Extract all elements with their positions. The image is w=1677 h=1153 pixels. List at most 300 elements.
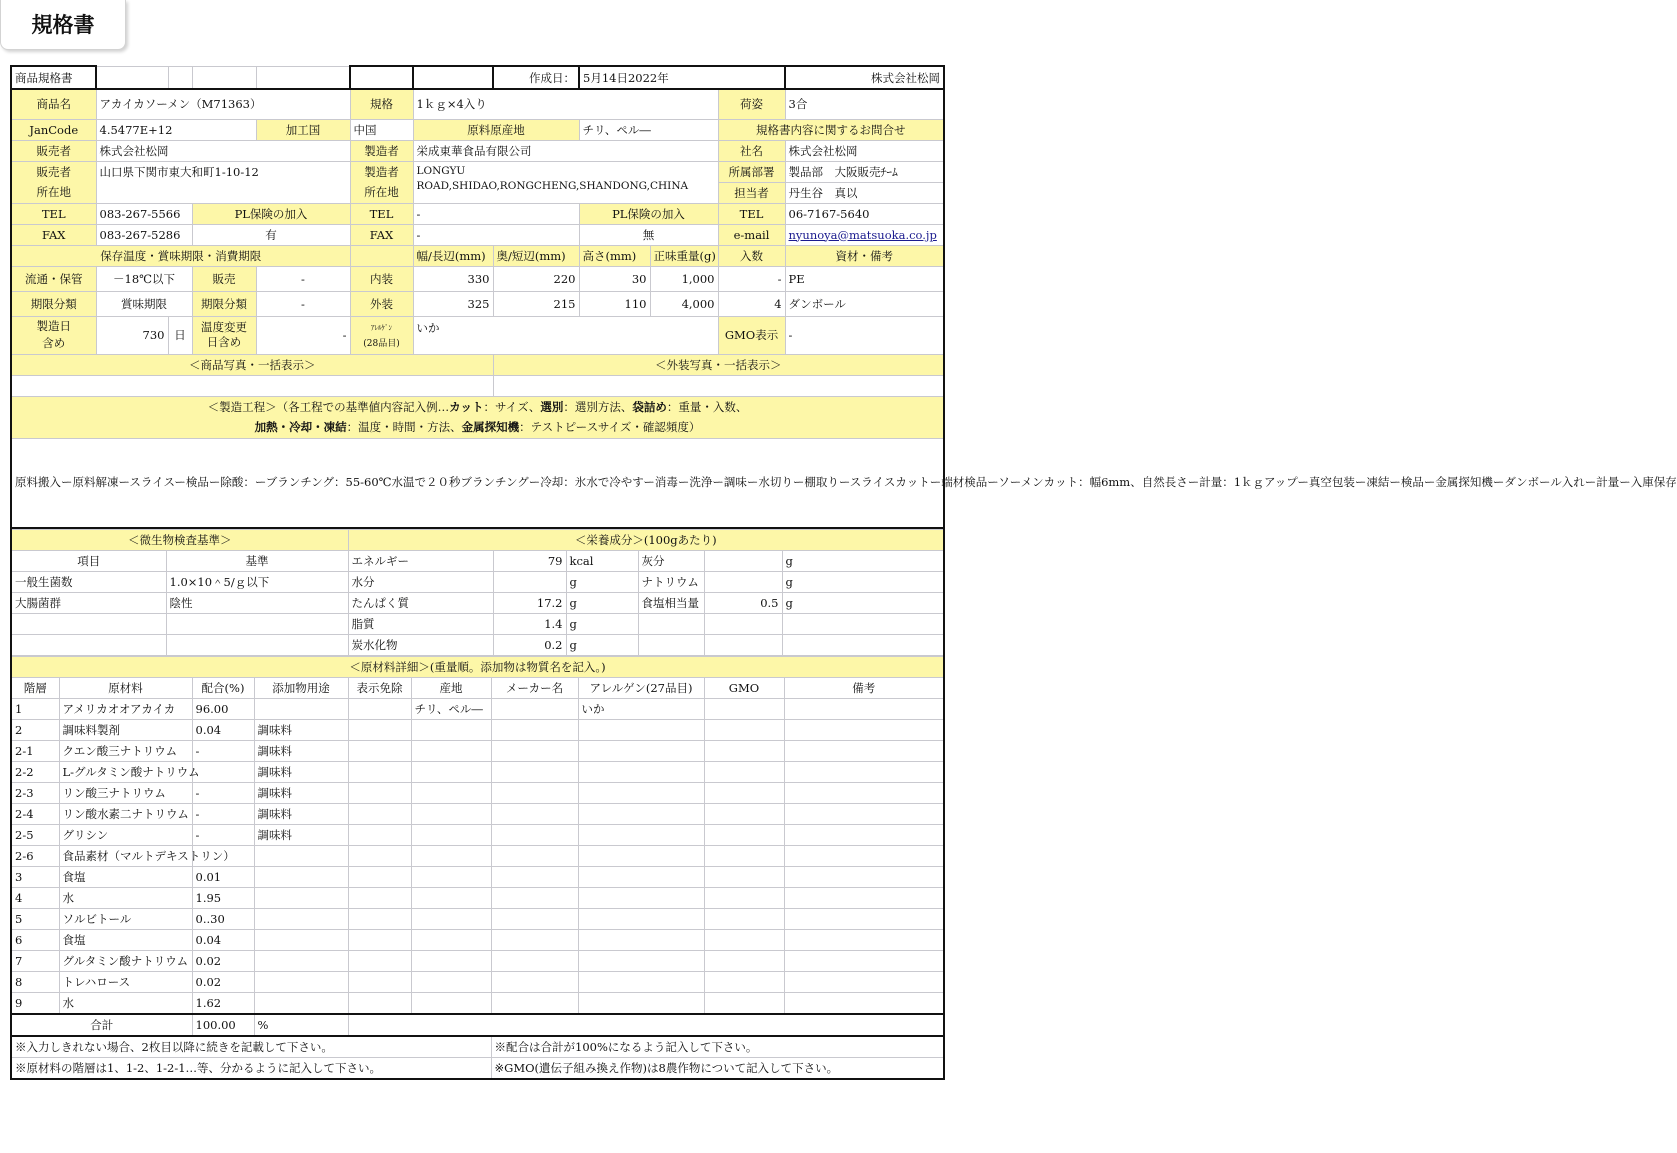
distribution-label: 流通・保管 <box>11 266 96 291</box>
contact-person-label: 担当者 <box>718 182 785 203</box>
outer-height[interactable]: 110 <box>579 291 650 316</box>
ing-origin[interactable] <box>411 825 491 846</box>
ing-maker[interactable] <box>491 741 578 762</box>
ing-origin[interactable] <box>411 930 491 951</box>
ingredient-row <box>11 888 944 909</box>
maker-address-label: 製造者 所在地 <box>350 161 413 203</box>
ing-gmo[interactable] <box>704 930 784 951</box>
ingredients-table <box>10 656 945 1080</box>
ing-additive-use[interactable] <box>254 993 348 1015</box>
ing-ratio[interactable]: - <box>192 804 254 825</box>
ing-maker[interactable] <box>491 951 578 972</box>
ing-note[interactable] <box>784 825 944 846</box>
ing-note[interactable] <box>784 783 944 804</box>
ing-gmo[interactable] <box>704 846 784 867</box>
ing-origin[interactable] <box>411 909 491 930</box>
micro-item[interactable] <box>11 614 166 635</box>
contact-email-label: e-mail <box>718 224 785 245</box>
nutrition-empty[interactable] <box>638 614 704 635</box>
period-value[interactable]: 賞味期限 <box>96 291 192 316</box>
ing-maker[interactable] <box>491 699 578 720</box>
ing-ratio[interactable]: - <box>192 825 254 846</box>
ingredient-row <box>11 783 944 804</box>
maker-pl-label: PL保険の加入 <box>579 203 718 224</box>
inner-count[interactable]: - <box>718 266 785 291</box>
maker-address[interactable]: LONGYU ROAD,SHIDAO,RONGCHENG,SHANDONG,CHINA <box>413 161 718 203</box>
ing-ratio[interactable]: 0.04 <box>192 930 254 951</box>
ing-col-additive: 添加物用途 <box>254 678 348 699</box>
ing-note[interactable] <box>784 972 944 993</box>
ing-level[interactable]: 1 <box>11 699 59 720</box>
nutrition-empty[interactable] <box>638 635 704 656</box>
ing-allergen[interactable] <box>578 993 704 1015</box>
ingredient-row <box>11 720 944 741</box>
ing-exempt[interactable] <box>348 699 411 720</box>
product-name-value[interactable]: アカイカソーメン（M71363） <box>96 89 350 119</box>
ing-additive-use[interactable]: 調味料 <box>254 720 348 741</box>
process-text[interactable]: 原料搬入ー原料解凍ースライスー検品ー除酸：ーブランチング：55-60℃水温で２０秒ブランチングー冷却：氷水で冷やすー消毒ー洗浄ー調味ー水切りー棚取りースライスカットー端材検品ーソーメンカット：幅6mm、自然長さー計量：1ｋｇアップー真空包装ー凍結ー検品ー金属探知機ーダンボール入れー計量ー入庫保存 <box>11 438 944 528</box>
micro-standard[interactable]: 1.0×10＾5/ｇ以下 <box>166 572 348 593</box>
micro-item[interactable] <box>11 635 166 656</box>
ing-additive-use[interactable]: 調味料 <box>254 762 348 783</box>
sodium-unit: g <box>782 572 944 593</box>
ing-ratio[interactable]: 96.00 <box>192 699 254 720</box>
ing-note[interactable] <box>784 993 944 1015</box>
ing-origin[interactable] <box>411 783 491 804</box>
ing-col-origin: 産地 <box>411 678 491 699</box>
ing-origin[interactable] <box>411 720 491 741</box>
ing-material[interactable]: グルタミン酸ナトリウム <box>59 951 192 972</box>
gmo-value[interactable]: - <box>785 316 944 354</box>
ing-material[interactable]: グリシン <box>59 825 192 846</box>
ing-additive-use[interactable] <box>254 888 348 909</box>
ing-note[interactable] <box>784 846 944 867</box>
ing-col-ratio: 配合(%) <box>192 678 254 699</box>
ing-exempt[interactable] <box>348 804 411 825</box>
ing-material[interactable]: L-グルタミン酸ナトリウム <box>59 762 192 783</box>
energy-value[interactable]: 79 <box>493 551 566 572</box>
ing-allergen[interactable]: いか <box>578 699 704 720</box>
seller-fax-label: FAX <box>11 224 96 245</box>
ing-col-allergen: アレルゲン(27品目) <box>578 678 704 699</box>
ing-material[interactable]: 食塩 <box>59 930 192 951</box>
header-cell[interactable] <box>168 66 192 89</box>
ing-level[interactable]: 2-1 <box>11 741 59 762</box>
ing-ratio[interactable]: 0..30 <box>192 909 254 930</box>
ing-gmo[interactable] <box>704 741 784 762</box>
storage-header: 保存温度・賞味期限・消費期限 <box>11 245 350 266</box>
ing-exempt[interactable] <box>348 993 411 1015</box>
ing-material[interactable]: ソルビトール <box>59 909 192 930</box>
ingredient-row <box>11 825 944 846</box>
ing-origin[interactable] <box>411 867 491 888</box>
fat-unit: g <box>566 614 638 635</box>
ing-exempt[interactable] <box>348 825 411 846</box>
maker-fax-label: FAX <box>350 224 413 245</box>
ing-note[interactable] <box>784 762 944 783</box>
allergen-value[interactable]: いか <box>413 316 718 354</box>
ing-gmo[interactable] <box>704 699 784 720</box>
protein-value[interactable]: 17.2 <box>493 593 566 614</box>
ing-allergen[interactable] <box>578 825 704 846</box>
header-cell[interactable] <box>256 66 350 89</box>
ing-allergen[interactable] <box>578 804 704 825</box>
ingredients-header: ＜原材料詳細＞(重量順。添加物は物質名を記入。) <box>11 657 944 678</box>
ing-allergen[interactable] <box>578 888 704 909</box>
ing-ratio[interactable]: 0.02 <box>192 972 254 993</box>
ingredient-row <box>11 699 944 720</box>
product-photo-header: ＜商品写真・一括表示＞ <box>11 354 493 375</box>
outer-photo-header: ＜外装写真・一括表示＞ <box>493 354 944 375</box>
ash-label: 灰分 <box>638 551 704 572</box>
ing-ratio[interactable]: 0.04 <box>192 720 254 741</box>
spec-value[interactable]: 1ｋｇ×4入り <box>413 89 718 119</box>
ing-maker[interactable] <box>491 930 578 951</box>
ing-maker[interactable] <box>491 762 578 783</box>
ing-material[interactable]: アメリカオオアカイカ <box>59 699 192 720</box>
ing-allergen[interactable] <box>578 783 704 804</box>
water-unit: g <box>566 572 638 593</box>
ing-ratio[interactable] <box>192 762 254 783</box>
ing-allergen[interactable] <box>578 741 704 762</box>
ing-maker[interactable] <box>491 909 578 930</box>
seller-pl-label: PL保険の加入 <box>192 203 350 224</box>
ing-maker[interactable] <box>491 825 578 846</box>
ing-gmo[interactable] <box>704 909 784 930</box>
maker-fax[interactable]: - <box>413 224 579 245</box>
ing-gmo[interactable] <box>704 972 784 993</box>
ing-material[interactable]: クエン酸三ナトリウム <box>59 741 192 762</box>
ing-note[interactable] <box>784 909 944 930</box>
energy-label: エネルギー <box>348 551 493 572</box>
ing-maker[interactable] <box>491 993 578 1015</box>
distribution-temp[interactable]: －18℃以下 <box>96 266 192 291</box>
nutrition-empty[interactable] <box>704 635 782 656</box>
ing-allergen[interactable] <box>578 972 704 993</box>
ingredient-row <box>11 993 944 1015</box>
contact-dept[interactable]: 製品部 大阪販売ﾁｰﾑ <box>785 161 944 182</box>
ing-origin[interactable] <box>411 972 491 993</box>
ing-note[interactable] <box>784 699 944 720</box>
contact-tel-label: TEL <box>718 203 785 224</box>
outer-depth[interactable]: 215 <box>493 291 579 316</box>
ing-material[interactable]: 水 <box>59 993 192 1015</box>
nutrition-empty[interactable] <box>704 614 782 635</box>
maker-pl-value[interactable]: 無 <box>579 224 718 245</box>
ing-maker[interactable] <box>491 888 578 909</box>
storage-header-spacer <box>350 245 413 266</box>
ing-exempt[interactable] <box>348 846 411 867</box>
ing-level[interactable]: 2-3 <box>11 783 59 804</box>
ing-origin[interactable] <box>411 951 491 972</box>
contact-email-cell <box>785 224 944 245</box>
company-name: 株式会社松岡 <box>785 66 944 89</box>
ing-additive-use[interactable] <box>254 972 348 993</box>
ing-allergen[interactable] <box>578 930 704 951</box>
ing-origin[interactable] <box>411 804 491 825</box>
inner-height[interactable]: 30 <box>579 266 650 291</box>
seller-fax[interactable]: 083-267-5286 <box>96 224 192 245</box>
ing-maker[interactable] <box>491 846 578 867</box>
ingredient-row <box>11 972 944 993</box>
header-cell[interactable] <box>350 66 413 89</box>
micro-item[interactable]: 大腸菌群 <box>11 593 166 614</box>
ing-material[interactable]: リン酸三ナトリウム <box>59 783 192 804</box>
mfg-date-label: 製造日 含め <box>11 316 96 354</box>
ing-exempt[interactable] <box>348 972 411 993</box>
sales-value[interactable]: - <box>256 266 350 291</box>
pack-col-width: 幅/長辺(mm) <box>413 245 493 266</box>
ing-note[interactable] <box>784 888 944 909</box>
ing-level[interactable]: 3 <box>11 867 59 888</box>
micro-standard[interactable]: 陰性 <box>166 593 348 614</box>
inner-material[interactable]: PE <box>785 266 944 291</box>
ing-col-exempt: 表示免除 <box>348 678 411 699</box>
ing-material[interactable]: 調味料製剤 <box>59 720 192 741</box>
ing-maker[interactable] <box>491 720 578 741</box>
pack-col-weight: 正味重量(g) <box>650 245 718 266</box>
inner-pack-label: 内装 <box>350 266 413 291</box>
ing-exempt[interactable] <box>348 762 411 783</box>
ing-gmo[interactable] <box>704 825 784 846</box>
sodium-value[interactable] <box>704 572 782 593</box>
ing-exempt[interactable] <box>348 783 411 804</box>
ing-additive-use[interactable] <box>254 930 348 951</box>
seller-label: 販売者 <box>11 140 96 161</box>
carb-unit: g <box>566 635 638 656</box>
ing-ratio[interactable]: 0.01 <box>192 867 254 888</box>
process-country-label: 加工国 <box>256 119 350 140</box>
seller-tel[interactable]: 083-267-5566 <box>96 203 192 224</box>
ing-exempt[interactable] <box>348 720 411 741</box>
spec-sheet <box>10 65 1677 1080</box>
ing-allergen[interactable] <box>578 846 704 867</box>
micro-item[interactable]: 一般生菌数 <box>11 572 166 593</box>
ing-level[interactable]: 7 <box>11 951 59 972</box>
mfg-days[interactable]: 730 <box>96 316 168 354</box>
ingredient-row <box>11 867 944 888</box>
ing-gmo[interactable] <box>704 783 784 804</box>
ing-allergen[interactable] <box>578 909 704 930</box>
ing-ratio[interactable]: 1.95 <box>192 888 254 909</box>
ing-gmo[interactable] <box>704 762 784 783</box>
outer-count[interactable]: 4 <box>718 291 785 316</box>
ing-origin[interactable]: チリ、ペル― <box>411 699 491 720</box>
ing-col-gmo: GMO <box>704 678 784 699</box>
ing-maker[interactable] <box>491 783 578 804</box>
ingredient-row <box>11 804 944 825</box>
note-right-2: ※GMO(遺伝子組み換え作物)は8農作物について記入して下さい。 <box>491 1058 944 1080</box>
ing-level[interactable]: 2 <box>11 720 59 741</box>
product-name-label: 商品名 <box>11 89 96 119</box>
created-date[interactable]: 5月14日2022年 <box>579 66 785 89</box>
outer-photo-area[interactable] <box>493 375 944 396</box>
ing-origin[interactable] <box>411 741 491 762</box>
inquiry-header: 規格書内容に関するお問合せ <box>718 119 944 140</box>
micro-standard[interactable] <box>166 635 348 656</box>
ingredient-row <box>11 951 944 972</box>
ing-material[interactable]: トレハロース <box>59 972 192 993</box>
ing-ratio[interactable]: - <box>192 783 254 804</box>
maker-name[interactable]: 栄成東華食品有限公司 <box>413 140 718 161</box>
salt-unit: g <box>782 593 944 614</box>
sales-label: 販売 <box>192 266 256 291</box>
period-label-2: 期限分類 <box>192 291 256 316</box>
ing-additive-use[interactable] <box>254 951 348 972</box>
salt-value[interactable]: 0.5 <box>704 593 782 614</box>
temp-change-label: 温度変更 日含め <box>192 316 256 354</box>
outer-width[interactable]: 325 <box>413 291 493 316</box>
ing-level[interactable]: 8 <box>11 972 59 993</box>
ing-allergen[interactable] <box>578 867 704 888</box>
ing-level[interactable]: 2-6 <box>11 846 59 867</box>
ing-gmo[interactable] <box>704 888 784 909</box>
outer-material[interactable]: ダンボール <box>785 291 944 316</box>
spec-main-table <box>10 65 1677 529</box>
ing-material[interactable]: 水 <box>59 888 192 909</box>
ing-level[interactable]: 4 <box>11 888 59 909</box>
ing-level[interactable]: 2-4 <box>11 804 59 825</box>
ing-note[interactable] <box>784 720 944 741</box>
ing-gmo[interactable] <box>704 804 784 825</box>
pack-value[interactable]: 3合 <box>785 89 944 119</box>
jancode-value[interactable]: 4.5477E+12 <box>96 119 256 140</box>
header-cell[interactable] <box>192 66 256 89</box>
seller-address-label: 販売者 所在地 <box>11 161 96 203</box>
ing-ratio[interactable]: - <box>192 741 254 762</box>
period-label: 期限分類 <box>11 291 96 316</box>
sodium-label: ナトリウム <box>638 572 704 593</box>
ing-col-material: 原材料 <box>59 678 192 699</box>
ing-additive-use[interactable]: 調味料 <box>254 825 348 846</box>
ing-additive-use[interactable] <box>254 909 348 930</box>
nutrition-header: ＜栄養成分＞(100gあたり) <box>348 530 944 551</box>
ing-note[interactable] <box>784 741 944 762</box>
ing-ratio[interactable]: 0.02 <box>192 951 254 972</box>
ing-additive-use[interactable]: 調味料 <box>254 741 348 762</box>
total-value[interactable]: 100.00 <box>192 1014 254 1036</box>
ing-additive-use[interactable]: 調味料 <box>254 783 348 804</box>
ing-additive-use[interactable] <box>254 699 348 720</box>
ing-gmo[interactable] <box>704 951 784 972</box>
ing-level[interactable]: 2-2 <box>11 762 59 783</box>
ing-level[interactable]: 2-5 <box>11 825 59 846</box>
ing-note[interactable] <box>784 951 944 972</box>
ing-origin[interactable] <box>411 846 491 867</box>
contact-company[interactable]: 株式会社松岡 <box>785 140 944 161</box>
ing-allergen[interactable] <box>578 951 704 972</box>
mfg-day-unit: 日 <box>168 316 192 354</box>
ash-value[interactable] <box>704 551 782 572</box>
inner-width[interactable]: 330 <box>413 266 493 291</box>
ing-origin[interactable] <box>411 888 491 909</box>
ing-level[interactable]: 5 <box>11 909 59 930</box>
ing-maker[interactable] <box>491 972 578 993</box>
ing-ratio[interactable]: 1.62 <box>192 993 254 1015</box>
process-country-value[interactable]: 中国 <box>350 119 413 140</box>
contact-person[interactable]: 丹生谷 真以 <box>785 182 944 203</box>
origin-value[interactable]: チリ、ペル― <box>579 119 718 140</box>
ing-allergen[interactable] <box>578 720 704 741</box>
ing-gmo[interactable] <box>704 993 784 1015</box>
micro-standard[interactable] <box>166 614 348 635</box>
inner-weight[interactable]: 1,000 <box>650 266 718 291</box>
water-value[interactable] <box>493 572 566 593</box>
ing-note[interactable] <box>784 867 944 888</box>
product-photo-area[interactable] <box>11 375 493 396</box>
ing-level[interactable]: 6 <box>11 930 59 951</box>
ing-material[interactable]: リン酸水素二ナトリウム <box>59 804 192 825</box>
contact-dept-label: 所属部署 <box>718 161 785 182</box>
ing-maker[interactable] <box>491 804 578 825</box>
ing-origin[interactable] <box>411 762 491 783</box>
ing-additive-use[interactable]: 調味料 <box>254 804 348 825</box>
pack-col-material: 資材・備考 <box>785 245 944 266</box>
nutrition-empty[interactable] <box>782 635 944 656</box>
micro-header: ＜微生物検査基準＞ <box>11 530 348 551</box>
header-cell[interactable] <box>96 66 168 89</box>
outer-weight[interactable]: 4,000 <box>650 291 718 316</box>
ing-additive-use[interactable] <box>254 867 348 888</box>
ing-gmo[interactable] <box>704 720 784 741</box>
contact-tel[interactable]: 06-7167-5640 <box>785 203 944 224</box>
ing-exempt[interactable] <box>348 909 411 930</box>
contact-company-label: 社名 <box>718 140 785 161</box>
seller-pl-value[interactable]: 有 <box>192 224 350 245</box>
ing-exempt[interactable] <box>348 741 411 762</box>
ing-material[interactable]: 食塩 <box>59 867 192 888</box>
ing-maker[interactable] <box>491 867 578 888</box>
seller-address[interactable]: 山口県下関市東大和町1-10-12 <box>96 161 350 203</box>
ing-allergen[interactable] <box>578 762 704 783</box>
header-cell[interactable] <box>413 66 493 89</box>
period-value-2[interactable]: - <box>256 291 350 316</box>
pack-col-height: 高さ(mm) <box>579 245 650 266</box>
pack-col-depth: 奥/短辺(mm) <box>493 245 579 266</box>
ash-unit: g <box>782 551 944 572</box>
seller-name[interactable]: 株式会社松岡 <box>96 140 350 161</box>
nutrition-empty[interactable] <box>782 614 944 635</box>
ing-level[interactable]: 9 <box>11 993 59 1015</box>
carb-value[interactable]: 0.2 <box>493 635 566 656</box>
ing-exempt[interactable] <box>348 951 411 972</box>
maker-tel[interactable]: - <box>413 203 579 224</box>
ing-exempt[interactable] <box>348 867 411 888</box>
sheet-tab[interactable]: 規格書 <box>0 0 126 50</box>
temp-change-days[interactable]: - <box>256 316 350 354</box>
protein-label: たんぱく質 <box>348 593 493 614</box>
contact-email-link[interactable]: nyunoya@matsuoka.co.jp <box>788 227 937 242</box>
ing-col-note: 備考 <box>784 678 944 699</box>
ing-gmo[interactable] <box>704 867 784 888</box>
total-label: 合計 <box>11 1014 192 1036</box>
ing-note[interactable] <box>784 930 944 951</box>
ing-additive-use[interactable] <box>254 846 348 867</box>
ing-exempt[interactable] <box>348 888 411 909</box>
ingredient-row <box>11 762 944 783</box>
ing-origin[interactable] <box>411 993 491 1015</box>
inner-depth[interactable]: 220 <box>493 266 579 291</box>
pack-label: 荷姿 <box>718 89 785 119</box>
micro-col-item: 項目 <box>11 551 166 572</box>
total-spacer <box>348 1014 944 1036</box>
ing-exempt[interactable] <box>348 930 411 951</box>
energy-unit: kcal <box>566 551 638 572</box>
fat-value[interactable]: 1.4 <box>493 614 566 635</box>
ing-material[interactable]: 食品素材（マルトデキストリン） <box>59 846 192 867</box>
ing-note[interactable] <box>784 804 944 825</box>
created-label: 作成日： <box>493 66 579 89</box>
